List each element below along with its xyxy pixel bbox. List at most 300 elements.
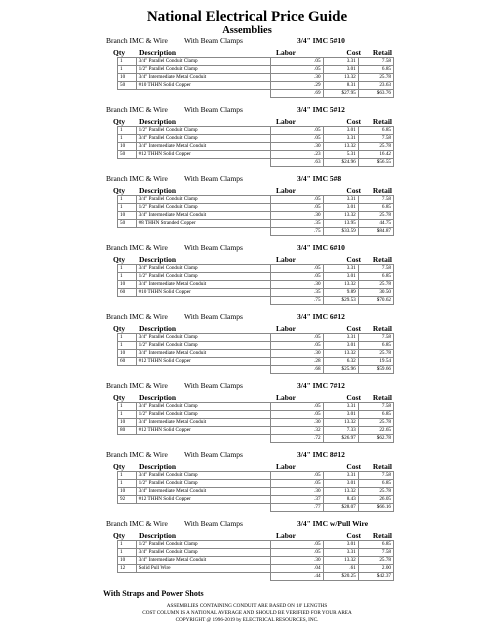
total-cost: $28.07 [323,504,358,512]
item-labor: .05 [270,58,323,66]
total-cost: $29.53 [323,297,358,305]
item-retail: 16.42 [358,151,393,159]
item-row [118,472,394,480]
item-row [118,289,394,297]
item-cost: 13.32 [323,419,358,427]
total-retail: $56.55 [358,159,393,167]
total-retail: $62.78 [358,435,393,443]
total-cost: $20.25 [323,573,358,581]
total-blank [118,504,137,512]
item-cost: 13.32 [323,74,358,82]
item-labor: .05 [270,549,323,557]
item-cost: 13.32 [323,212,358,220]
item-row [118,196,394,204]
item-retail: 44.75 [358,220,393,228]
col-cost: Cost [346,393,361,402]
item-cost: 13.32 [323,143,358,151]
item-qty: 10 [118,74,137,82]
item-qty: 50 [118,220,137,228]
item-retail: 7.58 [358,549,393,557]
section-group: Branch IMC & Wire [106,450,168,459]
item-cost: .61 [323,565,358,573]
item-description: 3/4" Intermediate Metal Conduit [136,419,270,427]
item-labor: .30 [270,419,323,427]
item-retail: 7.58 [358,196,393,204]
item-description: 1/2" Parallel Conduit Clamp [136,127,270,135]
total-labor: .63 [270,159,323,167]
item-qty: 92 [118,496,137,504]
total-blank [136,504,270,512]
item-labor: .37 [270,496,323,504]
item-qty: 1 [118,480,137,488]
col-cost: Cost [346,255,361,264]
col-retail: Retail [372,186,392,195]
item-row [118,350,394,358]
col-retail: Retail [372,393,392,402]
item-qty: 60 [118,289,137,297]
item-labor: .30 [270,350,323,358]
item-description: 1/2" Parallel Conduit Clamp [136,411,270,419]
item-retail: 6.85 [358,66,393,74]
item-description: 3/4" Intermediate Metal Conduit [136,350,270,358]
item-labor: .05 [270,66,323,74]
assembly-section [0,104,494,173]
total-retail: $42.37 [358,573,393,581]
item-description: #10 THHN Solid Copper [136,289,270,297]
item-labor: .05 [270,127,323,135]
item-retail: 2.00 [358,565,393,573]
item-qty: 10 [118,419,137,427]
item-qty: 80 [118,427,137,435]
item-labor: .35 [270,220,323,228]
col-description: Description [139,48,177,57]
total-blank [136,435,270,443]
col-labor: Labor [276,531,297,540]
item-labor: .05 [270,204,323,212]
item-qty: 10 [118,350,137,358]
item-row [118,127,394,135]
col-cost: Cost [346,186,361,195]
col-retail: Retail [372,117,392,126]
item-labor: .04 [270,565,323,573]
item-cost: 3.01 [323,127,358,135]
section-header [0,380,494,391]
column-headers [0,255,494,264]
total-row [118,573,394,581]
item-retail: 25.78 [358,212,393,220]
item-description: 3/4" Intermediate Metal Conduit [136,488,270,496]
item-retail: 19.54 [358,358,393,366]
item-qty: 1 [118,204,137,212]
page-subtitle: Assemblies [222,25,272,36]
col-labor: Labor [276,324,297,333]
col-qty: Qty [113,186,126,195]
item-retail: 25.78 [358,143,393,151]
item-qty: 60 [118,358,137,366]
item-description: 3/4" Intermediate Metal Conduit [136,557,270,565]
col-description: Description [139,462,177,471]
item-qty: 1 [118,58,137,66]
item-row [118,480,394,488]
items-table [117,57,394,98]
item-row [118,557,394,565]
item-cost: 3.31 [323,135,358,143]
column-headers [0,393,494,402]
footer-note: With Straps and Power Shots [103,589,204,598]
item-retail: 7.58 [358,265,393,273]
assembly-section [0,242,494,311]
item-row [118,427,394,435]
item-retail: 6.85 [358,204,393,212]
section-group: Branch IMC & Wire [106,36,168,45]
section-group: Branch IMC & Wire [106,243,168,252]
col-qty: Qty [113,462,126,471]
item-qty: 10 [118,557,137,565]
col-cost: Cost [346,117,361,126]
section-header [0,518,494,529]
item-qty: 12 [118,565,137,573]
item-description: #10 THHN Solid Copper [136,82,270,90]
item-labor: .30 [270,143,323,151]
item-labor: .30 [270,557,323,565]
item-description: #12 THHN Solid Copper [136,358,270,366]
item-cost: 7.33 [323,427,358,435]
item-row [118,58,394,66]
item-labor: .23 [270,151,323,159]
section-group: Branch IMC & Wire [106,519,168,528]
item-description: 3/4" Intermediate Metal Conduit [136,143,270,151]
total-row [118,504,394,512]
section-header [0,35,494,46]
section-method: With Beam Clamps [184,36,243,45]
total-blank [136,573,270,581]
item-labor: .05 [270,273,323,281]
item-labor: .05 [270,135,323,143]
assembly-section [0,35,494,104]
items-table [117,126,394,167]
item-retail: 6.85 [358,480,393,488]
item-qty: 1 [118,135,137,143]
item-description: 3/4" Parallel Conduit Clamp [136,472,270,480]
col-retail: Retail [372,462,392,471]
items-table [117,333,394,374]
item-labor: .30 [270,212,323,220]
item-description: #12 THHN Solid Copper [136,496,270,504]
section-method: With Beam Clamps [184,174,243,183]
items-table [117,402,394,443]
col-qty: Qty [113,324,126,333]
item-row [118,151,394,159]
col-qty: Qty [113,531,126,540]
item-cost: 9.89 [323,289,358,297]
item-qty: 1 [118,127,137,135]
item-retail: 7.58 [358,472,393,480]
item-labor: .05 [270,480,323,488]
item-description: 3/4" Parallel Conduit Clamp [136,403,270,411]
item-qty: 1 [118,541,137,549]
item-labor: .05 [270,472,323,480]
item-labor: .05 [270,265,323,273]
item-row [118,82,394,90]
total-labor: .77 [270,504,323,512]
item-qty: 10 [118,488,137,496]
total-labor: .75 [270,228,323,236]
total-cost: $27.95 [323,90,358,98]
section-title: 3/4" IMC 5#8 [297,174,342,183]
item-labor: .05 [270,196,323,204]
item-description: 3/4" Intermediate Metal Conduit [136,281,270,289]
item-row [118,281,394,289]
item-description: 3/4" Parallel Conduit Clamp [136,334,270,342]
section-method: With Beam Clamps [184,450,243,459]
section-method: With Beam Clamps [184,381,243,390]
item-cost: 3.31 [323,549,358,557]
column-headers [0,324,494,333]
disclaimer [0,603,494,624]
section-title: 3/4" IMC 8#12 [297,450,345,459]
item-retail: 6.85 [358,342,393,350]
col-labor: Labor [276,117,297,126]
total-retail: $59.66 [358,366,393,374]
total-blank [136,90,270,98]
col-qty: Qty [113,48,126,57]
item-cost: 3.31 [323,265,358,273]
total-cost: $25.96 [323,366,358,374]
item-description: 3/4" Parallel Conduit Clamp [136,135,270,143]
disclaimer-line-1: ASSEMBLIES CONTAINING CONDUIT ARE BASED ON 10' LENGTHS [166,603,328,609]
item-retail: 25.78 [358,419,393,427]
item-cost: 6.32 [323,358,358,366]
item-row [118,419,394,427]
section-title: 3/4" IMC 7#12 [297,381,345,390]
col-cost: Cost [346,324,361,333]
item-cost: 13.32 [323,488,358,496]
total-labor: .75 [270,297,323,305]
assembly-section [0,173,494,242]
item-description: 3/4" Parallel Conduit Clamp [136,265,270,273]
total-blank [136,228,270,236]
total-row [118,435,394,443]
total-retail: $66.16 [358,504,393,512]
item-cost: 3.01 [323,411,358,419]
total-blank [118,297,137,305]
item-qty: 1 [118,273,137,281]
total-retail: $70.62 [358,297,393,305]
disclaimer-line-2: COST COLUMN IS A NATIONAL AVERAGE AND SHOULD BE VERIFIED FOR YOUR AREA [142,610,352,616]
col-qty: Qty [113,255,126,264]
col-retail: Retail [372,255,392,264]
item-retail: 6.85 [358,127,393,135]
total-blank [136,159,270,167]
item-row [118,403,394,411]
item-row [118,135,394,143]
item-description: #12 THHN Solid Copper [136,427,270,435]
total-cost: $26.97 [323,435,358,443]
total-labor: .69 [270,90,323,98]
col-cost: Cost [346,48,361,57]
item-cost: 3.31 [323,472,358,480]
section-title: 3/4" IMC 6#10 [297,243,345,252]
item-labor: .35 [270,289,323,297]
col-description: Description [139,255,177,264]
item-cost: 5.31 [323,151,358,159]
section-header [0,449,494,460]
copyright-line: COPYRIGHT @ 1996-2019 by ELECTRICAL RESOURCES, INC. [175,617,319,623]
total-blank [118,573,137,581]
item-qty: 1 [118,472,137,480]
item-row [118,212,394,220]
section-title: 3/4" IMC 5#12 [297,105,345,114]
section-group: Branch IMC & Wire [106,312,168,321]
item-row [118,334,394,342]
col-retail: Retail [372,48,392,57]
col-description: Description [139,393,177,402]
section-method: With Beam Clamps [184,243,243,252]
item-labor: .30 [270,281,323,289]
section-group: Branch IMC & Wire [106,174,168,183]
col-description: Description [139,186,177,195]
item-cost: 8.31 [323,82,358,90]
assembly-section [0,449,494,518]
col-labor: Labor [276,462,297,471]
col-retail: Retail [372,324,392,333]
total-cost: $33.59 [323,228,358,236]
item-qty: 50 [118,151,137,159]
item-description: 1/2" Parallel Conduit Clamp [136,541,270,549]
item-row [118,273,394,281]
item-description: 3/4" Parallel Conduit Clamp [136,58,270,66]
item-cost: 3.31 [323,196,358,204]
total-labor: .44 [270,573,323,581]
item-qty: 10 [118,281,137,289]
item-row [118,220,394,228]
total-blank [136,366,270,374]
item-cost: 3.01 [323,273,358,281]
col-labor: Labor [276,255,297,264]
item-cost: 3.01 [323,204,358,212]
assembly-section [0,311,494,380]
item-description: 1/2" Parallel Conduit Clamp [136,342,270,350]
column-headers [0,531,494,540]
column-headers [0,462,494,471]
item-qty: 1 [118,334,137,342]
item-cost: 3.31 [323,58,358,66]
item-description: 1/2" Parallel Conduit Clamp [136,204,270,212]
item-cost: 3.01 [323,480,358,488]
col-description: Description [139,117,177,126]
item-retail: 7.58 [358,135,393,143]
col-cost: Cost [346,462,361,471]
item-row [118,66,394,74]
total-retail: $63.76 [358,90,393,98]
item-description: #12 THHN Solid Copper [136,151,270,159]
item-retail: 22.65 [358,427,393,435]
items-table [117,264,394,305]
item-description: 3/4" Intermediate Metal Conduit [136,212,270,220]
item-qty: 1 [118,411,137,419]
col-labor: Labor [276,393,297,402]
item-labor: .05 [270,342,323,350]
item-retail: 26.05 [358,496,393,504]
assembly-section [0,380,494,449]
item-row [118,565,394,573]
section-title: 3/4" IMC 5#10 [297,36,345,45]
item-row [118,549,394,557]
item-row [118,496,394,504]
page-title: National Electrical Price Guide [146,9,348,25]
item-cost: 3.31 [323,403,358,411]
item-row [118,541,394,549]
item-qty: 1 [118,265,137,273]
section-group: Branch IMC & Wire [106,105,168,114]
assembly-section [0,518,494,587]
col-labor: Labor [276,186,297,195]
item-retail: 25.78 [358,350,393,358]
item-retail: 6.85 [358,541,393,549]
item-description: #8 THHN Stranded Copper [136,220,270,228]
section-header [0,311,494,322]
total-blank [118,435,137,443]
total-labor: .72 [270,435,323,443]
total-row [118,90,394,98]
item-cost: 13.32 [323,350,358,358]
col-cost: Cost [346,531,361,540]
item-retail: 7.58 [358,403,393,411]
item-labor: .05 [270,334,323,342]
total-blank [118,159,137,167]
item-description: 3/4" Parallel Conduit Clamp [136,196,270,204]
item-cost: 3.31 [323,334,358,342]
item-qty: 1 [118,549,137,557]
section-header [0,173,494,184]
item-labor: .30 [270,488,323,496]
col-qty: Qty [113,393,126,402]
item-cost: 3.01 [323,342,358,350]
items-table [117,471,394,512]
item-retail: 7.58 [358,58,393,66]
item-qty: 50 [118,82,137,90]
item-row [118,342,394,350]
item-retail: 25.78 [358,74,393,82]
item-description: 1/2" Parallel Conduit Clamp [136,480,270,488]
item-cost: 3.01 [323,66,358,74]
col-description: Description [139,324,177,333]
item-row [118,204,394,212]
item-description: Solid Pull Wire [136,565,270,573]
item-labor: .28 [270,358,323,366]
item-cost: 13.95 [323,220,358,228]
item-labor: .32 [270,427,323,435]
item-description: 1/2" Parallel Conduit Clamp [136,66,270,74]
item-cost: 3.01 [323,541,358,549]
item-retail: 6.85 [358,273,393,281]
items-table [117,540,394,581]
item-retail: 25.78 [358,557,393,565]
total-blank [118,228,137,236]
total-blank [118,366,137,374]
item-labor: .05 [270,403,323,411]
assembly-sections [0,35,494,587]
section-header [0,104,494,115]
item-row [118,488,394,496]
total-row [118,159,394,167]
item-cost: 8.43 [323,496,358,504]
col-qty: Qty [113,117,126,126]
section-title: 3/4" IMC 6#12 [297,312,345,321]
item-row [118,74,394,82]
item-qty: 1 [118,342,137,350]
total-labor: .68 [270,366,323,374]
